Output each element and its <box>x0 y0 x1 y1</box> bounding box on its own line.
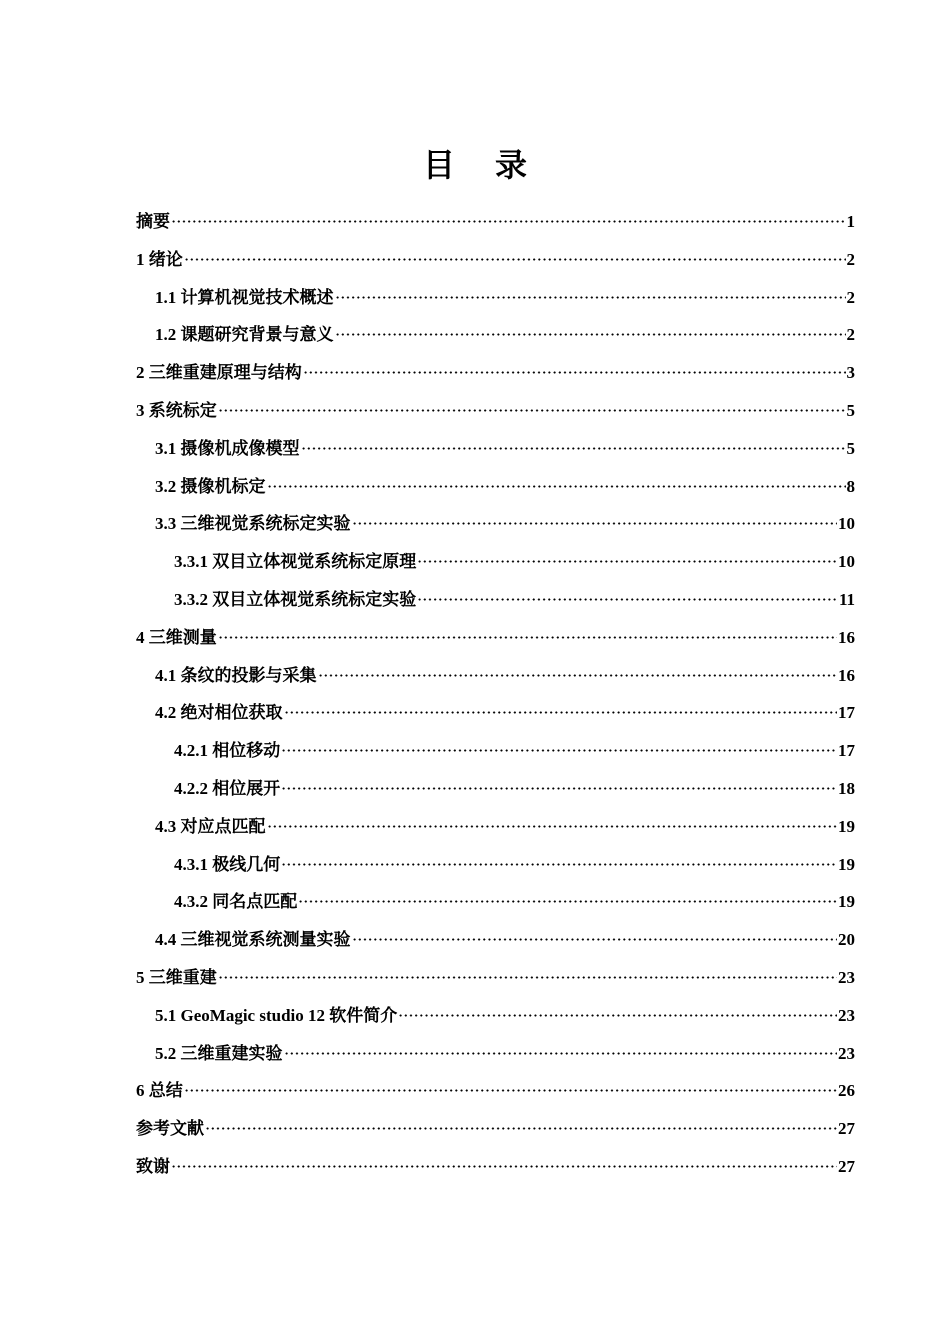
toc-entry-label: 4.3.1 极线几何 <box>174 854 281 874</box>
toc-entry-label: 1.1 计算机视觉技术概述 <box>155 287 334 307</box>
dot-leader <box>417 560 837 563</box>
dot-leader <box>284 711 838 714</box>
dot-leader <box>171 220 846 223</box>
toc-entry-page-number: 11 <box>838 589 855 609</box>
toc-entry[interactable] <box>136 203 855 241</box>
dot-leader <box>303 371 846 374</box>
toc-entry-label: 参考文献 <box>136 1119 204 1139</box>
toc-entry-page-number: 8 <box>846 476 855 496</box>
dot-leader <box>171 1165 837 1168</box>
toc-entry[interactable] <box>136 1148 855 1186</box>
table-of-contents <box>136 203 855 1186</box>
toc-entry[interactable] <box>136 1072 855 1110</box>
toc-entry-label: 4.2 绝对相位获取 <box>155 703 283 723</box>
toc-entry-label: 4.4 三维视觉系统测量实验 <box>155 930 351 950</box>
dot-leader <box>298 900 837 903</box>
dot-leader <box>281 863 837 866</box>
toc-entry-label: 3.1 摄像机成像模型 <box>155 438 300 458</box>
toc-entry-label: 3.3 三维视觉系统标定实验 <box>155 514 351 534</box>
toc-entry[interactable] <box>136 657 855 695</box>
title-char-2: 录 <box>495 147 528 183</box>
toc-entry-label: 6 总结 <box>136 1081 183 1101</box>
dot-leader <box>318 674 838 677</box>
toc-entry[interactable] <box>136 732 855 770</box>
toc-entry[interactable] <box>136 959 855 997</box>
toc-entry-page-number: 27 <box>838 1119 855 1139</box>
dot-leader <box>184 1089 837 1092</box>
toc-entry-label: 致谢 <box>136 1156 170 1176</box>
toc-entry-page-number: 27 <box>838 1156 855 1176</box>
page-title <box>0 138 950 192</box>
toc-entry-label: 4 三维测量 <box>136 627 217 647</box>
toc-entry-page-number: 19 <box>838 892 855 912</box>
toc-entry-page-number: 17 <box>838 741 855 761</box>
toc-entry[interactable] <box>136 354 855 392</box>
toc-entry-label: 4.3 对应点匹配 <box>155 816 266 836</box>
toc-entry[interactable] <box>136 921 855 959</box>
toc-entry-label: 5.1 GeoMagic studio 12 软件简介 <box>155 1005 398 1025</box>
toc-entry[interactable] <box>136 430 855 468</box>
toc-entry-label: 3.3.1 双目立体视觉系统标定原理 <box>174 552 417 572</box>
toc-entry[interactable] <box>136 543 855 581</box>
toc-entry[interactable] <box>136 694 855 732</box>
dot-leader <box>267 825 838 828</box>
toc-entry[interactable] <box>136 505 855 543</box>
toc-entry-page-number: 10 <box>838 552 855 572</box>
toc-entry-label: 4.1 条纹的投影与采集 <box>155 665 317 685</box>
toc-entry-page-number: 5 <box>846 438 855 458</box>
dot-leader <box>281 787 837 790</box>
toc-entry-label: 1 绪论 <box>136 249 183 269</box>
toc-entry[interactable] <box>136 619 855 657</box>
toc-entry-label: 3.3.2 双目立体视觉系统标定实验 <box>174 589 417 609</box>
toc-entry[interactable] <box>136 808 855 846</box>
dot-leader <box>218 409 846 412</box>
toc-entry[interactable] <box>136 392 855 430</box>
toc-entry[interactable] <box>136 1035 855 1073</box>
toc-entry[interactable] <box>136 316 855 354</box>
toc-entry-label: 4.2.1 相位移动 <box>174 741 281 761</box>
dot-leader <box>417 598 838 601</box>
toc-entry-page-number: 10 <box>838 514 855 534</box>
toc-entry-page-number: 1 <box>846 212 855 231</box>
toc-entry[interactable] <box>136 770 855 808</box>
toc-entry[interactable] <box>136 279 855 317</box>
toc-entry-page-number: 5 <box>846 400 855 420</box>
toc-entry-page-number: 16 <box>838 627 855 647</box>
toc-entry-label: 4.3.2 同名点匹配 <box>174 892 298 912</box>
toc-entry-page-number: 2 <box>846 325 855 345</box>
toc-entry[interactable] <box>136 241 855 279</box>
toc-entry[interactable] <box>136 581 855 619</box>
toc-entry-label: 5.2 三维重建实验 <box>155 1043 283 1063</box>
dot-leader <box>398 1014 837 1017</box>
toc-entry-label: 3 系统标定 <box>136 400 217 420</box>
toc-entry-page-number: 20 <box>838 930 855 950</box>
dot-leader <box>352 522 838 525</box>
dot-leader <box>218 636 837 639</box>
toc-entry-label: 3.2 摄像机标定 <box>155 476 266 496</box>
toc-entry-page-number: 23 <box>838 1043 855 1063</box>
toc-entry-label: 摘要 <box>136 212 170 231</box>
dot-leader <box>352 938 838 941</box>
dot-leader <box>267 485 846 488</box>
dot-leader <box>335 296 846 299</box>
toc-entry-page-number: 23 <box>838 967 855 987</box>
toc-entry[interactable] <box>136 846 855 884</box>
toc-entry[interactable] <box>136 1110 855 1148</box>
toc-entry-page-number: 19 <box>838 854 855 874</box>
toc-entry-page-number: 2 <box>846 249 855 269</box>
toc-entry-page-number: 2 <box>846 287 855 307</box>
toc-entry-page-number: 23 <box>838 1005 855 1025</box>
toc-entry-page-number: 19 <box>838 816 855 836</box>
toc-entry-label: 1.2 课题研究背景与意义 <box>155 325 334 345</box>
toc-entry-page-number: 16 <box>838 665 855 685</box>
dot-leader <box>218 976 837 979</box>
toc-entry[interactable] <box>136 883 855 921</box>
toc-entry-page-number: 18 <box>838 778 855 798</box>
title-char-1: 目 <box>422 147 455 183</box>
toc-entry-label: 4.2.2 相位展开 <box>174 778 281 798</box>
toc-entry-page-number: 3 <box>846 363 855 383</box>
dot-leader <box>281 749 837 752</box>
dot-leader <box>335 333 846 336</box>
toc-entry[interactable] <box>136 997 855 1035</box>
toc-entry-page-number: 26 <box>838 1081 855 1101</box>
toc-entry[interactable] <box>136 468 855 506</box>
dot-leader <box>205 1127 837 1130</box>
dot-leader <box>301 447 846 450</box>
toc-entry-page-number: 17 <box>838 703 855 723</box>
toc-entry-label: 2 三维重建原理与结构 <box>136 363 302 383</box>
toc-entry-label: 5 三维重建 <box>136 967 217 987</box>
dot-leader <box>284 1052 838 1055</box>
dot-leader <box>184 258 846 261</box>
